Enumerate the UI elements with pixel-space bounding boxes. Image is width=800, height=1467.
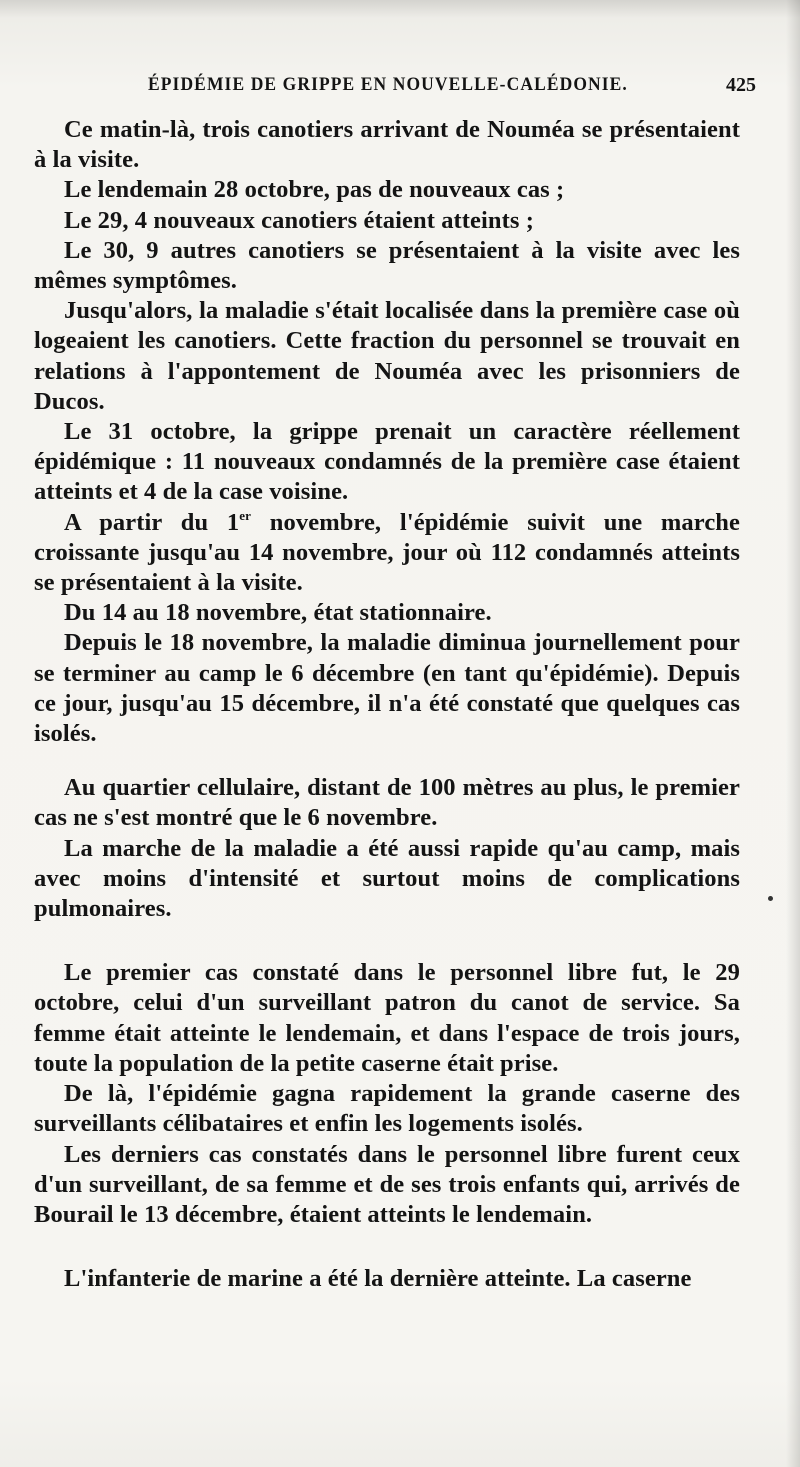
paragraph: Le 29, 4 nouveaux canotiers étaient atteints ; [64,206,535,234]
paragraph: Au quartier cellulaire, distant de 100 mètres au plus, le premier cas ne s'est montré que le 6 novembre. [34,774,740,832]
paragraph: L'infanterie de marine a été la dernière atteinte. La caserne [64,1265,692,1293]
scan-shadow-top [0,0,800,18]
paragraph: Jusqu'alors, la maladie s'était localisée dans la première case où logeaient les canotiers. Cette fraction du personnel se trouvait en relations à l'appontement de Nouméa avec les prisonniers de Ducos. [34,297,740,415]
paragraph: Le premier cas constaté dans le personnel libre fut, le 29 octobre, celui d'un surveillant patron du canot de service. Sa femme était atteinte le lendemain, et dans l'espace de trois jours, toute la population de la petite caserne était prise. [34,959,740,1077]
paragraph: Le 30, 9 autres canotiers se présentaient à la visite avec les mêmes symptômes. [34,236,740,295]
page-number: 425 [726,74,756,96]
ink-speck [768,896,773,901]
ordinal-superscript: er [239,507,252,523]
paragraph: Depuis le 18 novembre, la maladie diminua journellement pour se terminer au camp le 6 décembre (en tant qu'épidémie). Depuis ce jour, jusqu'au 15 décembre, il n'a été constaté que quelques cas isolés. [34,629,740,748]
paragraph: Le lendemain 28 octobre, pas de nouveaux cas ; [64,176,565,204]
paragraph: Le 31 octobre, la grippe prenait un caractère réellement épidémique : 11 nouveaux condamnés de la première case étaient atteints et 4 de la case voisine. [34,418,740,506]
paragraph: Ce matin-là, trois canotiers arrivant de Nouméa se présentaient à la visite. [34,116,740,174]
paragraph: Du 14 au 18 novembre, état stationnaire. [64,599,492,627]
paragraph: De là, l'épidémie gagna rapidement la grande caserne des surveillants célibataires et enfin les logements isolés. [34,1080,740,1138]
page-header [36,74,760,102]
paragraph-text: A partir du 1 [64,508,240,536]
body-text [34,115,740,1294]
paragraph: La marche de la maladie a été aussi rapide qu'au camp, mais avec moins d'intensité et surtout moins de complications pulmonaires. [34,834,740,923]
paragraph-text: novembre, l'épidémie suivit une marche croissante jusqu'au 14 novembre, jour où 112 condamnés atteints se présentaient à la visite. [34,508,740,597]
paragraph [34,508,740,599]
running-title: ÉPIDÉMIE DE GRIPPE EN NOUVELLE-CALÉDONIE. [148,74,628,95]
scan-shadow-right [786,0,800,1467]
paragraph: Les derniers cas constatés dans le personnel libre furent ceux d'un surveillant, de sa femme et de ses trois enfants qui, arrivés de Bourail le 13 décembre, étaient atteints le lendemain. [34,1140,740,1228]
